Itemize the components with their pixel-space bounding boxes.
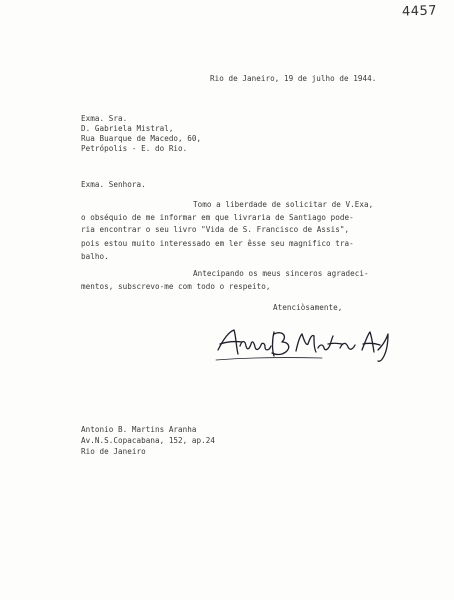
body-line: pois estou muito interessado em ler êsse seu magnifico tra-: [81, 239, 354, 248]
recipient-line-4: Petrópolis - E. do Rio.: [81, 144, 188, 153]
body-line: ria encontrar o seu livro "Vida de S. Francisco de Assis",: [81, 225, 350, 234]
recipient-line-1: Exma. Sra.: [81, 114, 128, 123]
sender-line-1: Antonio B. Martins Aranha: [81, 425, 197, 434]
recipient-line-3: Rua Buarque de Macedo, 60,: [81, 134, 202, 143]
sender-line-3: Rio de Janeiro: [81, 447, 146, 456]
body-line: mentos, subscrevo-me com todo o respeito,: [81, 282, 271, 291]
signature-image: [212, 320, 397, 365]
body-line: balho.: [81, 252, 109, 261]
body-line: Tomo a liberdade de solicitar de V.Exa,: [193, 200, 374, 209]
body-line: o obséquio de me informar em que livraria de Santiago pode-: [81, 213, 354, 222]
closing: Atenciòsamente,: [273, 303, 343, 312]
body-line: Antecipando os meus sinceros agradeci-: [193, 269, 369, 278]
date-line: Rio de Janeiro, 19 de julho de 1944.: [210, 74, 377, 83]
catalog-number: 4457: [401, 3, 438, 20]
recipient-line-2: D. Gabriela Mistral,: [81, 124, 174, 133]
sender-line-2: Av.N.S.Copacabana, 152, ap.24: [81, 436, 216, 445]
salutation: Exma. Senhora.: [81, 180, 146, 189]
